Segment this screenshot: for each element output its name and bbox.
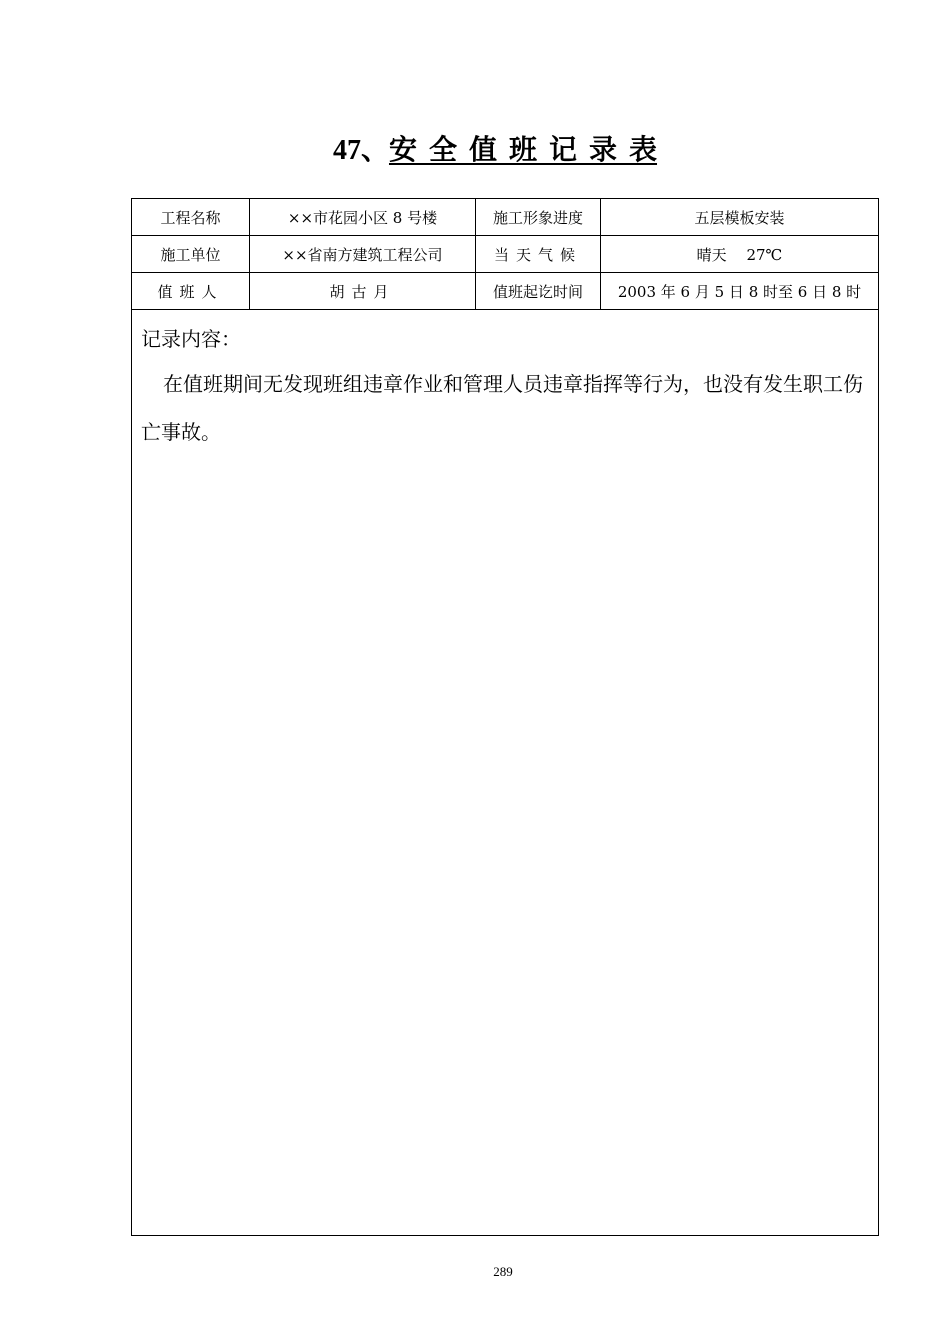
value-duty-person: 胡古月 bbox=[250, 273, 476, 310]
table-row-content bbox=[132, 310, 879, 1236]
value-project-name: ××市花园小区 8 号楼 bbox=[250, 199, 476, 236]
title-text bbox=[389, 133, 657, 166]
record-content-body: 在值班期间无发现班组违章作业和管理人员违章指挥等行为，也没有发生职工伤亡事故。 bbox=[141, 372, 863, 444]
label-project-name: 工程名称 bbox=[132, 199, 250, 236]
label-duty-time: 值班起讫时间 bbox=[476, 273, 601, 310]
title-text-main: 安全值班记录 bbox=[388, 133, 629, 166]
page-number: 289 bbox=[493, 1264, 513, 1279]
table-row-project bbox=[132, 199, 879, 236]
label-weather: 当天气候 bbox=[476, 236, 601, 273]
page-title bbox=[0, 128, 950, 173]
table-row-contractor bbox=[132, 236, 879, 273]
record-content-heading: 记录内容： bbox=[141, 327, 241, 351]
title-text-last: 表 bbox=[629, 133, 658, 166]
record-content-cell bbox=[132, 310, 879, 1236]
label-duty-person: 值班人 bbox=[132, 273, 250, 310]
value-contractor: ××省南方建筑工程公司 bbox=[250, 236, 476, 273]
value-weather: 晴天 27℃ bbox=[601, 236, 879, 273]
title-number: 47、 bbox=[332, 135, 389, 166]
label-progress: 施工形象进度 bbox=[476, 199, 601, 236]
table-row-duty bbox=[132, 273, 879, 310]
value-progress: 五层模板安装 bbox=[601, 199, 879, 236]
duty-record-table bbox=[131, 198, 879, 1236]
value-duty-time: 2003 年 6 月 5 日 8 时至 6 日 8 时 bbox=[601, 273, 879, 310]
label-contractor: 施工单位 bbox=[132, 236, 250, 273]
